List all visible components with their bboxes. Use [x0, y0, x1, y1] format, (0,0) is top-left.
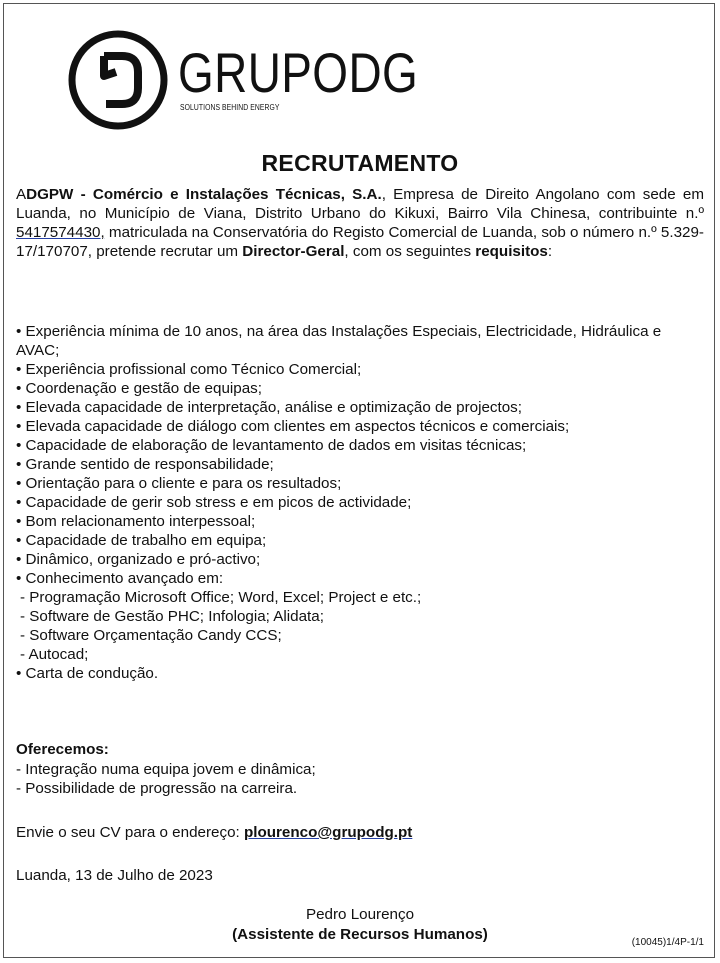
- cv-text: Envie o seu CV para o endereço:: [16, 824, 244, 841]
- requirement-item: • Conhecimento avançado em:: [16, 570, 224, 587]
- requirement-item: • Orientação para o cliente e para os resultados;: [16, 475, 342, 492]
- cv-instruction: [16, 824, 412, 841]
- requirement-item: • Coordenação e gestão de equipas;: [16, 380, 262, 397]
- requirement-item: • Dinâmico, organizado e pró-activo;: [16, 551, 261, 568]
- signatory-name: Pedro Lourenço: [305, 906, 415, 923]
- offer-heading: Oferecemos:: [16, 741, 109, 758]
- intro-article: A: [16, 186, 27, 203]
- intro-text-1: , Empresa de Direito Angolano com sede em Luanda, no Município de Viana, Distrito Urbano do Kikuxi, Bairro Vila Chinesa, contribuinte n.º: [16, 186, 704, 222]
- requirement-item: • Capacidade de trabalho em equipa;: [16, 532, 267, 549]
- page-title: RECRUTAMENTO: [261, 150, 459, 176]
- requirement-item: • Elevada capacidade de diálogo com clientes em aspectos técnicos e comerciais;: [16, 418, 570, 435]
- email-link[interactable]: plourenco@grupodg.pt: [243, 824, 413, 841]
- logo-tagline: SOLUTIONS BEHIND ENERGY: [180, 103, 280, 112]
- intro-text-2: matriculada na Conservatória do Registo Comercial de Luanda, sob o número n.º 5.329-17/170707, pretende recrutar um: [16, 224, 704, 260]
- requirements-list: [16, 322, 706, 683]
- offer-list: [16, 760, 316, 798]
- knowledge-item: - Programação Microsoft Office; Word, Excel; Project e etc.;: [20, 589, 422, 606]
- offer-item: - Possibilidade de progressão na carreira.: [16, 780, 298, 797]
- requirement-item: • Grande sentido de responsabilidade;: [16, 456, 274, 473]
- grupodg-logo: [66, 28, 419, 138]
- knowledge-item: - Autocad;: [20, 646, 89, 663]
- knowledge-item: - Software Orçamentação Candy CCS;: [20, 627, 282, 644]
- intro-paragraph: [16, 185, 704, 261]
- intro-text-3: , com os seguintes: [344, 243, 476, 260]
- company-name: DGPW - Comércio e Instalações Técnicas, S.A.: [26, 186, 382, 203]
- job-position: Director-Geral: [242, 243, 345, 260]
- knowledge-item: - Software de Gestão PHC; Infologia; Alidata;: [20, 608, 324, 625]
- signatory-role: (Assistente de Recursos Humanos): [232, 926, 488, 943]
- ad-frame: [3, 3, 715, 958]
- requirement-item: • Capacidade de elaboração de levantamento de dados em visitas técnicas;: [16, 437, 527, 454]
- requirement-item: • Capacidade de gerir sob stress e em picos de actividade;: [16, 494, 412, 511]
- requirement-item: • Experiência mínima de 10 anos, na área das Instalações Especiais, Electricidade, Hidráulica e AVAC;: [16, 323, 662, 359]
- requirement-item: • Bom relacionamento interpessoal;: [16, 513, 256, 530]
- date-line: Luanda, 13 de Julho de 2023: [16, 867, 213, 884]
- requirement-item: • Experiência profissional como Técnico Comercial;: [16, 361, 362, 378]
- requirement-item-last: • Carta de condução.: [16, 665, 159, 682]
- grupodg-logo-mark-icon: [66, 28, 170, 132]
- logo-wordmark: GRUPODG: [178, 41, 419, 104]
- requirement-item: • Elevada capacidade de interpretação, análise e optimização de projectos;: [16, 399, 522, 416]
- nif-number: 5417574430,: [16, 224, 105, 241]
- ad-reference-code: (10045)1/4P-1/1: [631, 937, 704, 948]
- offer-item: - Integração numa equipa jovem e dinâmica;: [16, 761, 316, 778]
- intro-text-4: :: [547, 243, 553, 260]
- requirements-word: requisitos: [475, 243, 548, 260]
